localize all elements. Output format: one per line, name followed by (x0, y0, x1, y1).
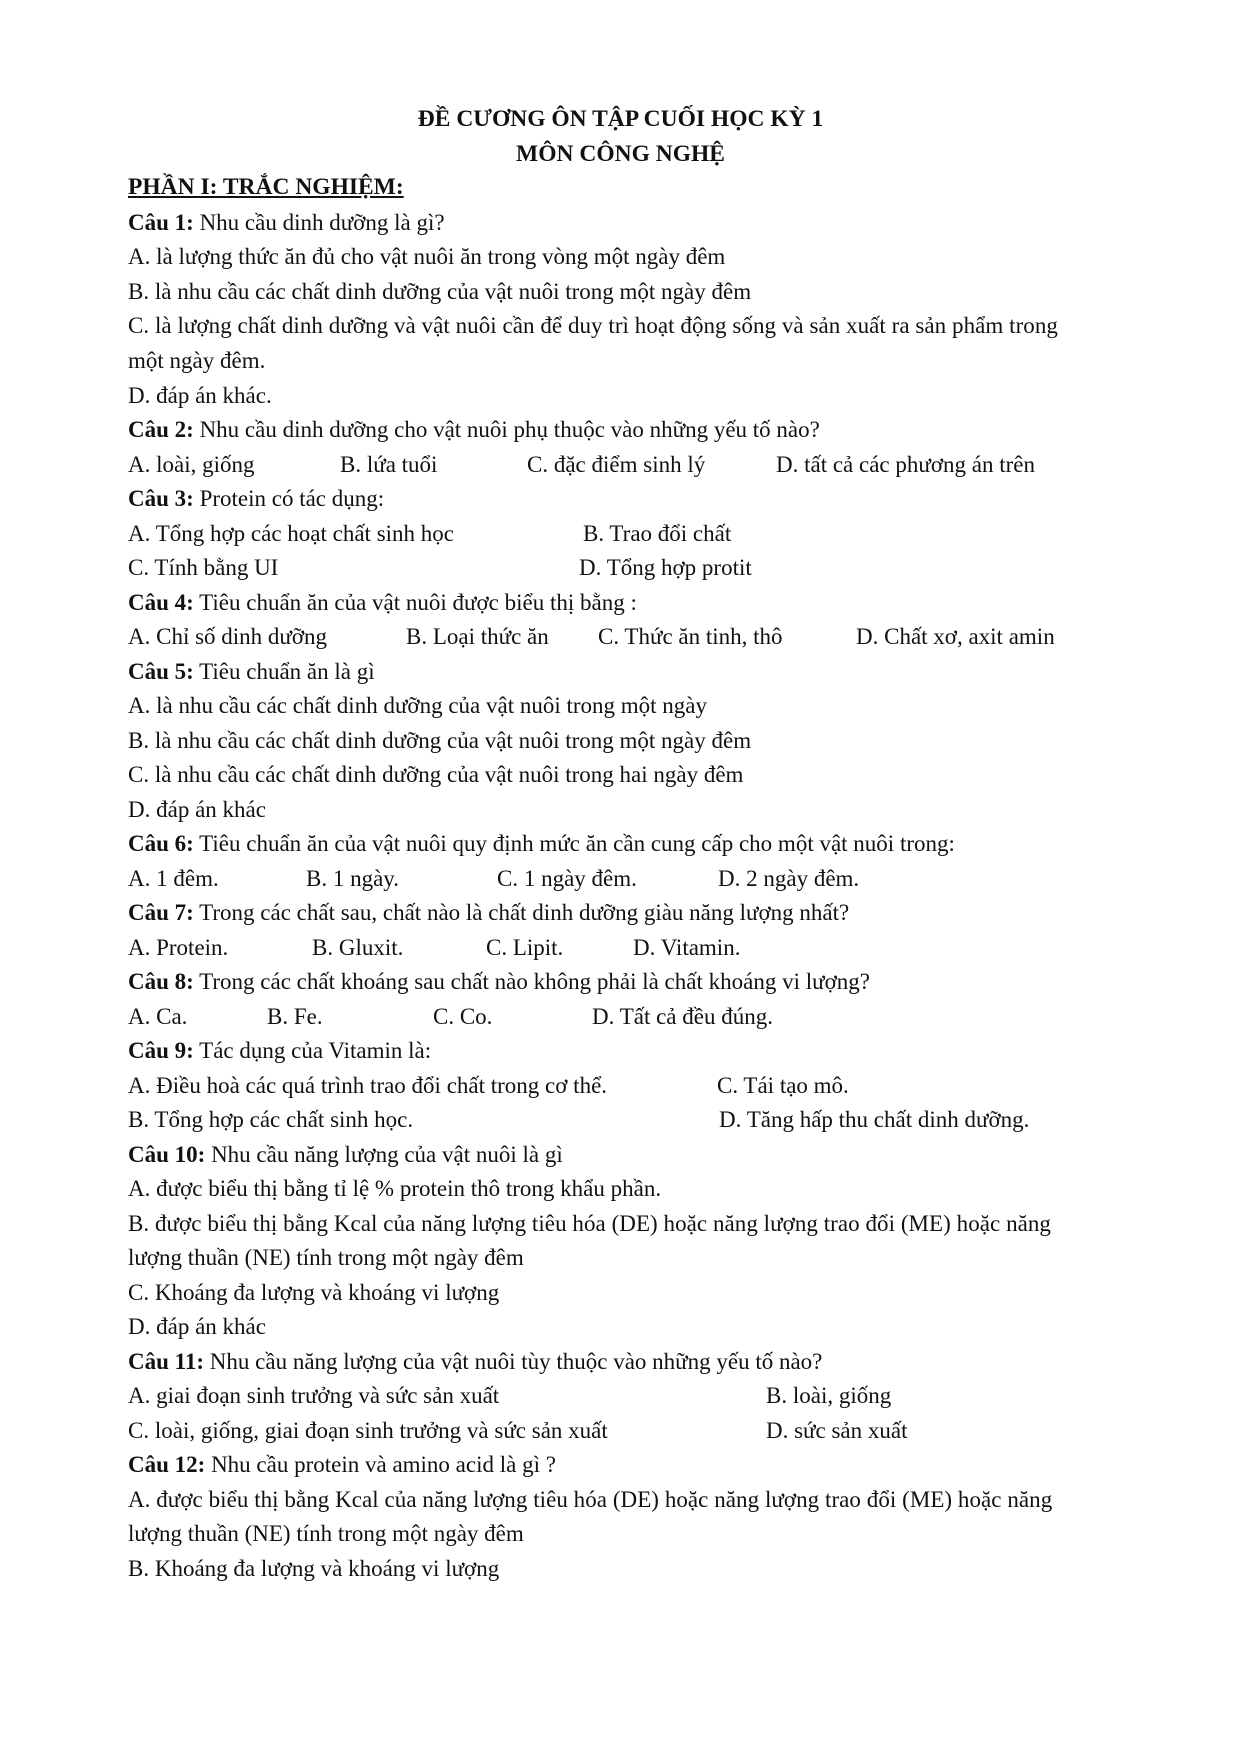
answer-d: D. đáp án khác. (128, 383, 272, 408)
answer-d: D. Tất cả đều đúng. (592, 1004, 773, 1029)
answer-d: D. Vitamin. (633, 935, 741, 960)
question-text: Nhu cầu năng lượng của vật nuôi tùy thuộc vào những yếu tố nào? (204, 1349, 823, 1374)
question-7 (128, 900, 1168, 926)
answer-b: B. Trao đổi chất (583, 521, 732, 546)
answer-c: C. đặc điểm sinh lý (527, 452, 706, 477)
question-text: Nhu cầu dinh dưỡng là gì? (193, 210, 445, 235)
question-4 (128, 590, 1168, 616)
answer-c: C. là nhu cầu các chất dinh dưỡng của vật nuôi trong hai ngày đêm (128, 762, 744, 787)
answer-a: A. Điều hoà các quá trình trao đổi chất trong cơ thể. (128, 1073, 608, 1098)
answer-a: A. được biểu thị bằng Kcal của năng lượng tiêu hóa (DE) hoặc năng lượng trao đổi (ME) hoặc năng (128, 1487, 1053, 1512)
question-text: Tiêu chuẩn ăn của vật nuôi được biểu thị bằng : (193, 590, 637, 615)
section-heading: PHẦN I: TRẮC NGHIỆM: (128, 174, 404, 200)
answer-b: B. Loại thức ăn (406, 624, 549, 649)
answer-c: C. là lượng chất dinh dưỡng và vật nuôi cần để duy trì hoạt động sống và sản xuất ra sản phẩm trong (128, 313, 1058, 338)
answer-a: A. giai đoạn sinh trưởng và sức sản xuất (128, 1383, 500, 1408)
answer-b: B. Gluxit. (312, 935, 404, 960)
question-text: Trong các chất sau, chất nào là chất dinh dưỡng giàu năng lượng nhất? (193, 900, 850, 925)
question-number: Câu 6: (128, 831, 194, 856)
answer-a: A. 1 đêm. (128, 866, 219, 891)
document-subtitle: MÔN CÔNG NGHỆ (516, 141, 725, 167)
question-number: Câu 9: (128, 1038, 194, 1063)
question-11 (128, 1349, 1168, 1375)
answer-d: D. tất cả các phương án trên (776, 452, 1035, 477)
question-number: Câu 12: (128, 1452, 206, 1477)
answer-b: B. Fe. (267, 1004, 323, 1029)
question-number: Câu 2: (128, 417, 194, 442)
answer-b: B. lứa tuổi (340, 452, 438, 477)
document-title: ĐỀ CƯƠNG ÔN TẬP CUỐI HỌC KỲ 1 (417, 106, 824, 132)
answer-a: A. được biểu thị bằng tỉ lệ % protein thô trong khẩu phần. (128, 1176, 662, 1201)
answer-a: A. là nhu cầu các chất dinh dưỡng của vật nuôi trong một ngày (128, 693, 708, 718)
answer-c: C. Co. (433, 1004, 493, 1029)
answer-b: B. Khoáng đa lượng và khoáng vi lượng (128, 1556, 500, 1581)
question-8 (128, 969, 1168, 995)
answer-c: C. Tái tạo mô. (717, 1073, 849, 1098)
question-number: Câu 4: (128, 590, 194, 615)
question-6 (128, 831, 1168, 857)
answer-b: B. loài, giống (766, 1383, 892, 1408)
question-number: Câu 10: (128, 1142, 206, 1167)
question-number: Câu 5: (128, 659, 194, 684)
answer-a-continued: lượng thuần (NE) tính trong một ngày đêm (128, 1521, 524, 1546)
question-text: Nhu cầu protein và amino acid là gì ? (205, 1452, 556, 1477)
answer-d: D. Tổng hợp protit (579, 555, 752, 580)
answer-d: D. Tăng hấp thu chất dinh dưỡng. (719, 1107, 1030, 1132)
answer-c: C. loài, giống, giai đoạn sinh trưởng và sức sản xuất (128, 1418, 608, 1443)
answer-c: C. Khoáng đa lượng và khoáng vi lượng (128, 1280, 500, 1305)
answer-c: C. Thức ăn tinh, thô (598, 624, 783, 649)
question-text: Tiêu chuẩn ăn là gì (193, 659, 375, 684)
question-text: Tiêu chuẩn ăn của vật nuôi quy định mức ăn cần cung cấp cho một vật nuôi trong: (193, 831, 955, 856)
answer-b: B. là nhu cầu các chất dinh dưỡng của vật nuôi trong một ngày đêm (128, 279, 752, 304)
question-5 (128, 659, 1168, 685)
question-text: Nhu cầu dinh dưỡng cho vật nuôi phụ thuộc vào những yếu tố nào? (193, 417, 820, 442)
question-2 (128, 417, 1168, 443)
question-number: Câu 3: (128, 486, 194, 511)
answer-c: C. Lipit. (486, 935, 564, 960)
answer-c: C. Tính bằng UI (128, 555, 279, 580)
answer-d: D. Chất xơ, axit amin (856, 624, 1055, 649)
question-number: Câu 1: (128, 210, 194, 235)
question-text: Nhu cầu năng lượng của vật nuôi là gì (205, 1142, 563, 1167)
answer-a: A. loài, giống (128, 452, 255, 477)
answer-a: A. Protein. (128, 935, 229, 960)
question-number: Câu 7: (128, 900, 194, 925)
answer-a: A. Ca. (128, 1004, 188, 1029)
answer-d: D. sức sản xuất (766, 1418, 908, 1443)
answer-d: D. đáp án khác (128, 1314, 266, 1339)
question-text: Protein có tác dụng: (193, 486, 385, 511)
answer-b: B. là nhu cầu các chất dinh dưỡng của vật nuôi trong một ngày đêm (128, 728, 752, 753)
question-text: Trong các chất khoáng sau chất nào không phải là chất khoáng vi lượng? (193, 969, 870, 994)
answer-b: B. được biểu thị bằng Kcal của năng lượng tiêu hóa (DE) hoặc năng lượng trao đổi (ME) hoặc năng (128, 1211, 1051, 1236)
answer-d: D. 2 ngày đêm. (718, 866, 860, 891)
question-9 (128, 1038, 1168, 1064)
question-1 (128, 210, 1168, 236)
question-10 (128, 1142, 1168, 1168)
answer-c: C. 1 ngày đêm. (497, 866, 637, 891)
question-number: Câu 11: (128, 1349, 205, 1374)
answer-d: D. đáp án khác (128, 797, 266, 822)
answer-b: B. Tổng hợp các chất sinh học. (128, 1107, 414, 1132)
answer-c-continued: một ngày đêm. (128, 348, 266, 373)
answer-b-continued: lượng thuần (NE) tính trong một ngày đêm (128, 1245, 524, 1270)
answer-b: B. 1 ngày. (306, 866, 400, 891)
answer-a: A. Tổng hợp các hoạt chất sinh học (128, 521, 454, 546)
question-12 (128, 1452, 1168, 1478)
question-3 (128, 486, 1168, 512)
question-text: Tác dụng của Vitamin là: (193, 1038, 432, 1063)
answer-a: A. Chỉ số dinh dưỡng (128, 624, 328, 649)
answer-a: A. là lượng thức ăn đủ cho vật nuôi ăn trong vòng một ngày đêm (128, 244, 726, 269)
question-number: Câu 8: (128, 969, 194, 994)
